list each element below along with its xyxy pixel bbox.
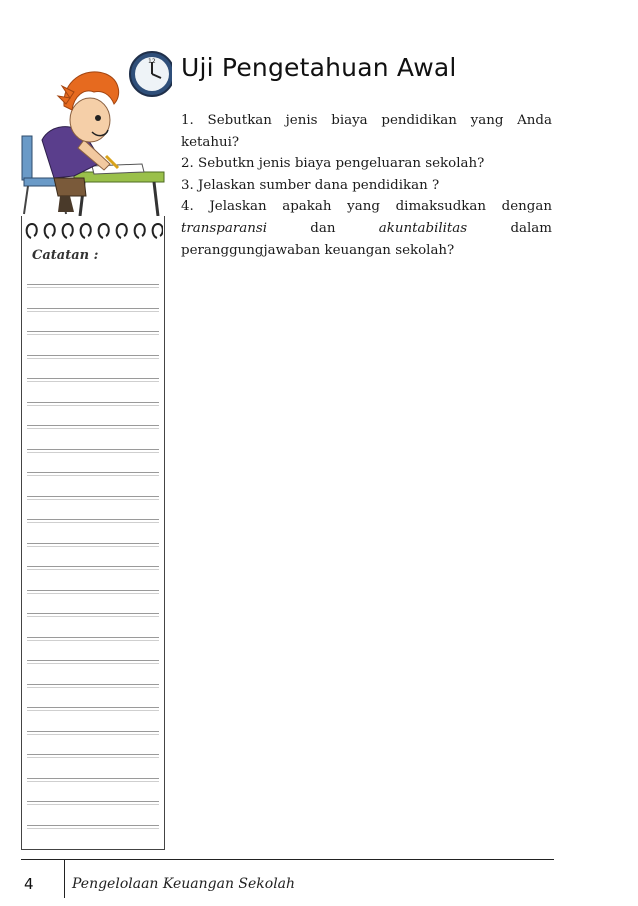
question-item (181, 153, 552, 175)
question-text: 1. Sebutkan jenis biaya pendidikan yang Anda ketahui? (181, 113, 552, 150)
note-line (27, 754, 159, 755)
note-line (27, 825, 159, 826)
clock-icon (130, 52, 172, 96)
note-line (27, 449, 159, 450)
question-list (181, 110, 552, 261)
question-item (181, 196, 552, 261)
question-term: akuntabilitas (378, 220, 468, 236)
note-line (27, 613, 159, 614)
note-line (27, 566, 159, 567)
section-title: Uji Pengetahuan Awal (181, 53, 457, 82)
note-line (27, 472, 159, 473)
footer-book-title: Pengelolaan Keuangan Sekolah (72, 876, 296, 892)
note-line (27, 778, 159, 779)
note-line (27, 707, 159, 708)
question-text: 4. Jelaskan apakah yang dimaksudkan dengan (181, 199, 552, 215)
note-line (27, 355, 159, 356)
note-line (27, 496, 159, 497)
note-line (27, 331, 159, 332)
note-line (27, 519, 159, 520)
note-line (27, 543, 159, 544)
note-line (27, 378, 159, 379)
note-line (27, 660, 159, 661)
note-line (27, 402, 159, 403)
note-line (27, 425, 159, 426)
note-line (27, 801, 159, 802)
question-text: dalam peranggungjawaban keuangan sekolah? (181, 220, 552, 258)
note-line (27, 637, 159, 638)
page-number: 4 (24, 875, 34, 893)
student-writing-illustration (14, 44, 172, 216)
question-term: transparansi (181, 220, 267, 236)
note-line (27, 684, 159, 685)
note-lines (27, 216, 159, 849)
notes-panel (21, 216, 165, 850)
question-text: dan (266, 220, 379, 236)
question-item (181, 110, 552, 153)
question-text: 2. Sebutkn jenis biaya pengeluaran sekolah? (181, 156, 485, 172)
footer-vertical-divider (64, 860, 65, 898)
note-line (27, 308, 159, 309)
svg-text:12: 12 (148, 58, 156, 65)
note-line (27, 731, 159, 732)
notes-label: Catatan : (32, 248, 99, 263)
question-item (181, 175, 552, 197)
note-line (27, 590, 159, 591)
note-line (27, 284, 159, 285)
footer-divider (21, 859, 554, 860)
question-text: 3. Jelaskan sumber dana pendidikan ? (181, 177, 440, 193)
